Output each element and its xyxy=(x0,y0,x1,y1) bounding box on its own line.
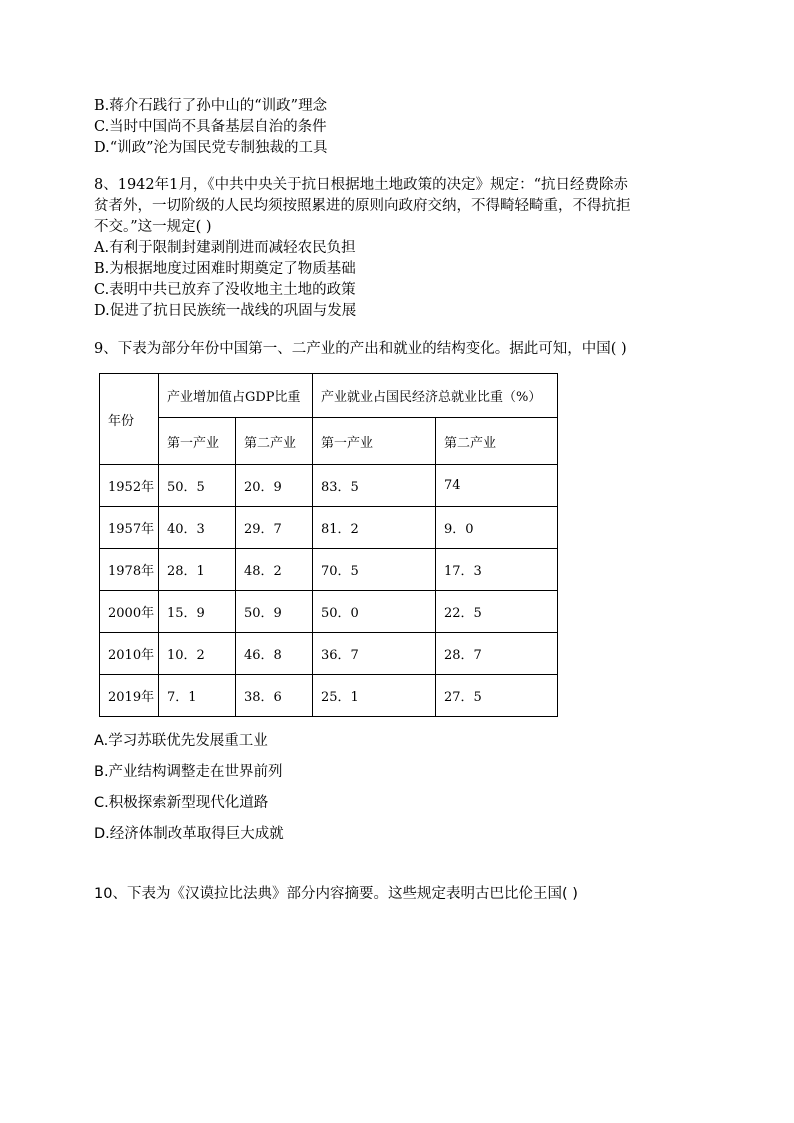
cell-value: 40．3 xyxy=(159,507,236,549)
cell-year: 2010年 xyxy=(100,633,159,675)
cell-value: 83．5 xyxy=(313,465,436,507)
q9-option-c: C.积极探索新型现代化道路 xyxy=(94,795,269,811)
q10-stem: 10、下表为《汉谟拉比法典》部分内容摘要。这些规定表明古巴比伦王国( ) xyxy=(94,886,578,902)
cell-year: 1952年 xyxy=(100,465,159,507)
table-row xyxy=(100,633,558,675)
table-row xyxy=(100,507,558,549)
q8-stem-line-3: 不交。”这一规定( ) xyxy=(94,219,212,235)
industry-structure-table xyxy=(99,373,558,717)
cell-value: 48．2 xyxy=(236,549,313,591)
cell-value: 28．7 xyxy=(436,633,558,675)
q9-option-b: B.产业结构调整走在世界前列 xyxy=(94,764,283,780)
cell-value: 81．2 xyxy=(313,507,436,549)
table-row xyxy=(100,549,558,591)
cell-value: 36．7 xyxy=(313,633,436,675)
cell-value: 20．9 xyxy=(236,465,313,507)
cell-value: 10．2 xyxy=(159,633,236,675)
cell-value: 15．9 xyxy=(159,591,236,633)
q8-option-d: D.促进了抗日民族统一战线的巩固与发展 xyxy=(94,303,357,319)
table-subheader-secondary-gdp: 第二产业 xyxy=(236,418,313,465)
cell-value: 74 xyxy=(436,465,558,507)
cell-value: 50．9 xyxy=(236,591,313,633)
prev-option-c: C.当时中国尚不具备基层自治的条件 xyxy=(94,119,327,135)
table-subheader-primary-employment: 第一产业 xyxy=(313,418,436,465)
q9-stem: 9、下表为部分年份中国第一、二产业的产出和就业的结构变化。据此可知，中国( ) xyxy=(94,341,627,357)
q8-stem-line-1: 8、1942年1月，《中共中央关于抗日根据地土地政策的决定》规定：“抗日经费除赤 xyxy=(94,177,629,193)
q9-option-a: A.学习苏联优先发展重工业 xyxy=(94,733,268,749)
table-header-gdp-share: 产业增加值占GDP比重 xyxy=(159,374,313,418)
cell-year: 2000年 xyxy=(100,591,159,633)
cell-year: 1957年 xyxy=(100,507,159,549)
q8-option-c: C.表明中共已放弃了没收地主土地的政策 xyxy=(94,282,356,298)
prev-option-b: B.蒋介石践行了孙中山的“训政”理念 xyxy=(94,98,328,114)
q8-stem-line-2: 贫者外，一切阶级的人民均须按照累进的原则向政府交纳，不得畸轻畸重，不得抗拒 xyxy=(94,198,631,214)
cell-value: 27．5 xyxy=(436,675,558,717)
table-row xyxy=(100,591,558,633)
cell-value: 28．1 xyxy=(159,549,236,591)
q9-option-d: D.经济体制改革取得巨大成就 xyxy=(94,826,284,842)
cell-value: 70．5 xyxy=(313,549,436,591)
q8-option-b: B.为根据地度过困难时期奠定了物质基础 xyxy=(94,261,356,277)
cell-value: 50．5 xyxy=(159,465,236,507)
cell-value: 38．6 xyxy=(236,675,313,717)
cell-value: 17．3 xyxy=(436,549,558,591)
cell-value: 50．0 xyxy=(313,591,436,633)
table-header-year: 年份 xyxy=(100,374,159,465)
cell-value: 29．7 xyxy=(236,507,313,549)
cell-value: 9．0 xyxy=(436,507,558,549)
table-subheader-secondary-employment: 第二产业 xyxy=(436,418,558,465)
table-header-employment-share: 产业就业占国民经济总就业比重（%） xyxy=(313,374,558,418)
cell-year: 2019年 xyxy=(100,675,159,717)
q8-option-a: A.有利于限制封建剥削进而减轻农民负担 xyxy=(94,240,356,256)
cell-value: 7．1 xyxy=(159,675,236,717)
table-row xyxy=(100,675,558,717)
cell-value: 46．8 xyxy=(236,633,313,675)
table-row xyxy=(100,465,558,507)
table-subheader-primary-gdp: 第一产业 xyxy=(159,418,236,465)
cell-value: 25．1 xyxy=(313,675,436,717)
prev-option-d: D.“训政”沦为国民党专制独裁的工具 xyxy=(94,140,328,156)
cell-year: 1978年 xyxy=(100,549,159,591)
cell-value: 22．5 xyxy=(436,591,558,633)
